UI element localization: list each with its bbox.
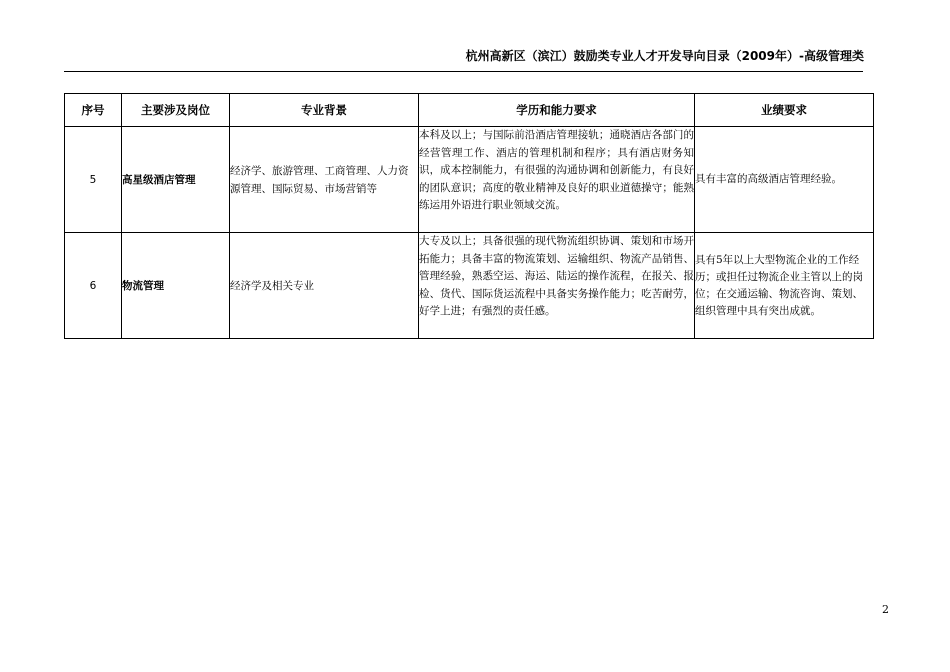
column-header-post: 主要涉及岗位 [122,94,230,127]
row-requirements: 大专及以上；具备很强的现代物流组织协调、策划和市场开拓能力；具备丰富的物流策划、运输组织、物流产品销售、管理经验，熟悉空运、海运、陆运的操作流程，在报关、报检、货代、国际货运流程中具备实务操作能力；吃苦耐劳，好学上进；有强烈的责任感。 [419,233,695,339]
row-post: 物流管理 [122,233,230,339]
table-row [65,127,874,233]
column-header-background: 专业背景 [230,94,419,127]
page-number: 2 [882,603,889,616]
row-performance: 具有5年以上大型物流企业的工作经历；或担任过物流企业主管以上的岗位；在交通运输、物流咨询、策划、组织管理中具有突出成就。 [695,233,874,339]
row-number: 5 [65,127,122,233]
column-header-requirements: 学历和能力要求 [419,94,695,127]
row-performance: 具有丰富的高级酒店管理经验。 [695,127,874,233]
column-header-number: 序号 [65,94,122,127]
row-background: 经济学、旅游管理、工商管理、人力资源管理、国际贸易、市场营销等 [230,127,419,233]
talent-catalog-table [64,93,874,339]
table-header-row [65,94,874,127]
table-row [65,233,874,339]
column-header-performance: 业绩要求 [695,94,874,127]
row-post: 高星级酒店管理 [122,127,230,233]
row-number: 6 [65,233,122,339]
document-header-title: 杭州高新区（滨江）鼓励类专业人才开发导向目录（2009年）-高级管理类 [465,49,864,63]
row-requirements: 本科及以上；与国际前沿酒店管理接轨；通晓酒店各部门的经营管理工作、酒店的管理机制和程序；具有酒店财务知识，成本控制能力，有很强的沟通协调和创新能力，有良好的团队意识；高度的敬业精神及良好的职业道德操守；能熟练运用外语进行职业领域交流。 [419,127,695,233]
header-divider [64,71,863,72]
row-background: 经济学及相关专业 [230,233,419,339]
